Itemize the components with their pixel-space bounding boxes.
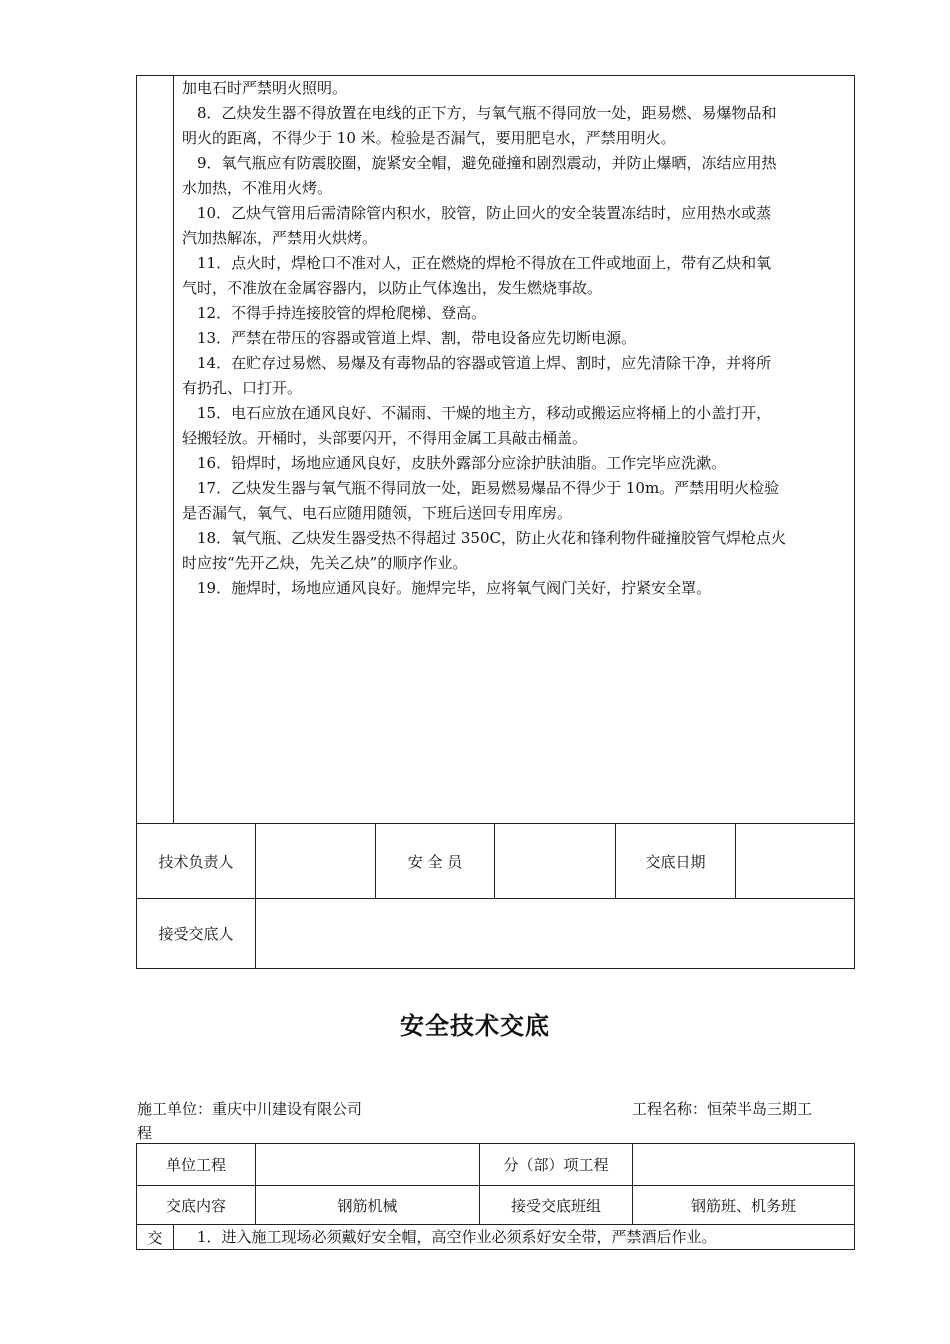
content-line: 时应按“先开乙炔，先关乙炔”的顺序作业。 [182,554,468,572]
document-title: 安全技术交底 [400,1012,550,1040]
first-item: 1．进入施工现场必须戴好安全帽，高空作业必须系好安全带，严禁酒后作业。 [182,1228,717,1246]
content-line: 汽加热解冻，严禁用火烘烤。 [182,229,378,247]
content-line: 气时，不准放在金属容器内，以防止气体逸出，发生燃烧事故。 [182,279,603,297]
content-line: 是否漏气，氧气、电石应随用随领，下班后送回专用库房。 [182,504,573,522]
date-cell[interactable] [736,824,854,898]
safety-officer-label: 安 全 员 [407,852,463,871]
content-line: 明火的距离，不得少于 10 米。检验是否漏气，要用肥皂水，严禁用明火。 [182,129,676,147]
company-line: 施工单位：重庆中川建设有限公司 [137,1100,363,1118]
content-label: 交底内容 [165,1196,226,1215]
unit-project-cell[interactable] [256,1144,479,1185]
tech-lead-label: 技术负责人 [158,852,234,871]
team-label: 接受交底班组 [510,1196,601,1215]
content-line: 17．乙炔发生器与氧气瓶不得同放一处，距易燃易爆品不得少于 10m。严禁用明火检验 [182,479,780,497]
content-line: 16．铅焊时，场地应通风良好，皮肤外露部分应涂护肤油脂。工作完毕应洗漱。 [182,454,727,472]
side-label: 交 [147,1228,163,1247]
unit-project-label: 单位工程 [165,1156,226,1174]
date-label: 交底日期 [645,852,706,871]
tech-lead-signature-cell[interactable] [256,824,375,898]
receiver-signature-cell[interactable] [256,899,854,968]
content-line: 10．乙炔气管用后需清除管内积水，胶管，防止回火的安全装置冻结时，应用热水或蒸 [182,204,772,222]
content-line: 8．乙炔发生器不得放置在电线的正下方，与氧气瓶不得同放一处，距易燃、易爆物品和 [182,104,777,122]
content-line: 加电石时严禁明火照明。 [182,79,348,97]
content-line: 轻搬轻放。开桶时，头部要闪开，不得用金属工具敲击桶盖。 [182,429,588,447]
safety-officer-signature-cell[interactable] [495,824,615,898]
content-line: 9．氧气瓶应有防震胶圈，旋紧安全帽，避免碰撞和剧烈震动，并防止爆晒，冻结应用热 [182,154,777,172]
project-line: 工程名称：恒荣半岛三期工 [632,1100,813,1118]
content-line: 19．施焊时，场地应通风良好。施焊完毕，应将氧气阀门关好，拧紧安全罩。 [182,579,712,597]
content-line: 15．电石应放在通风良好、不漏雨、干燥的地主方，移动或搬运应将桶上的小盖打开， [182,404,772,422]
content-line: 18．氧气瓶、乙炔发生器受热不得超过 350C，防止火花和锋利物件碰撞胶管气焊枪点火 [182,529,786,547]
sub-project-label: 分（部）项工程 [503,1156,609,1174]
content-line: 水加热，不准用火烤。 [182,179,333,197]
receiver-label: 接受交底人 [158,925,234,943]
project-line-wrap: 程 [137,1124,153,1142]
content-line: 14．在贮存过易燃、易爆及有毒物品的容器或管道上焊、割时，应先清除干净，并将所 [182,354,772,372]
sub-project-cell[interactable] [633,1144,854,1185]
content-line: 11．点火时，焊枪口不准对人，正在燃烧的焊枪不得放在工件或地面上，带有乙炔和氧 [182,254,772,272]
content-line: 有扔孔、口打开。 [182,379,303,397]
team-value: 钢筋班、机务班 [690,1196,796,1215]
content-line: 12．不得手持连接胶管的焊枪爬梯、登高。 [182,304,487,322]
content-line: 13．严禁在带压的容器或管道上焊、割，带电设备应先切断电源。 [182,329,637,347]
content-value: 钢筋机械 [337,1196,398,1215]
